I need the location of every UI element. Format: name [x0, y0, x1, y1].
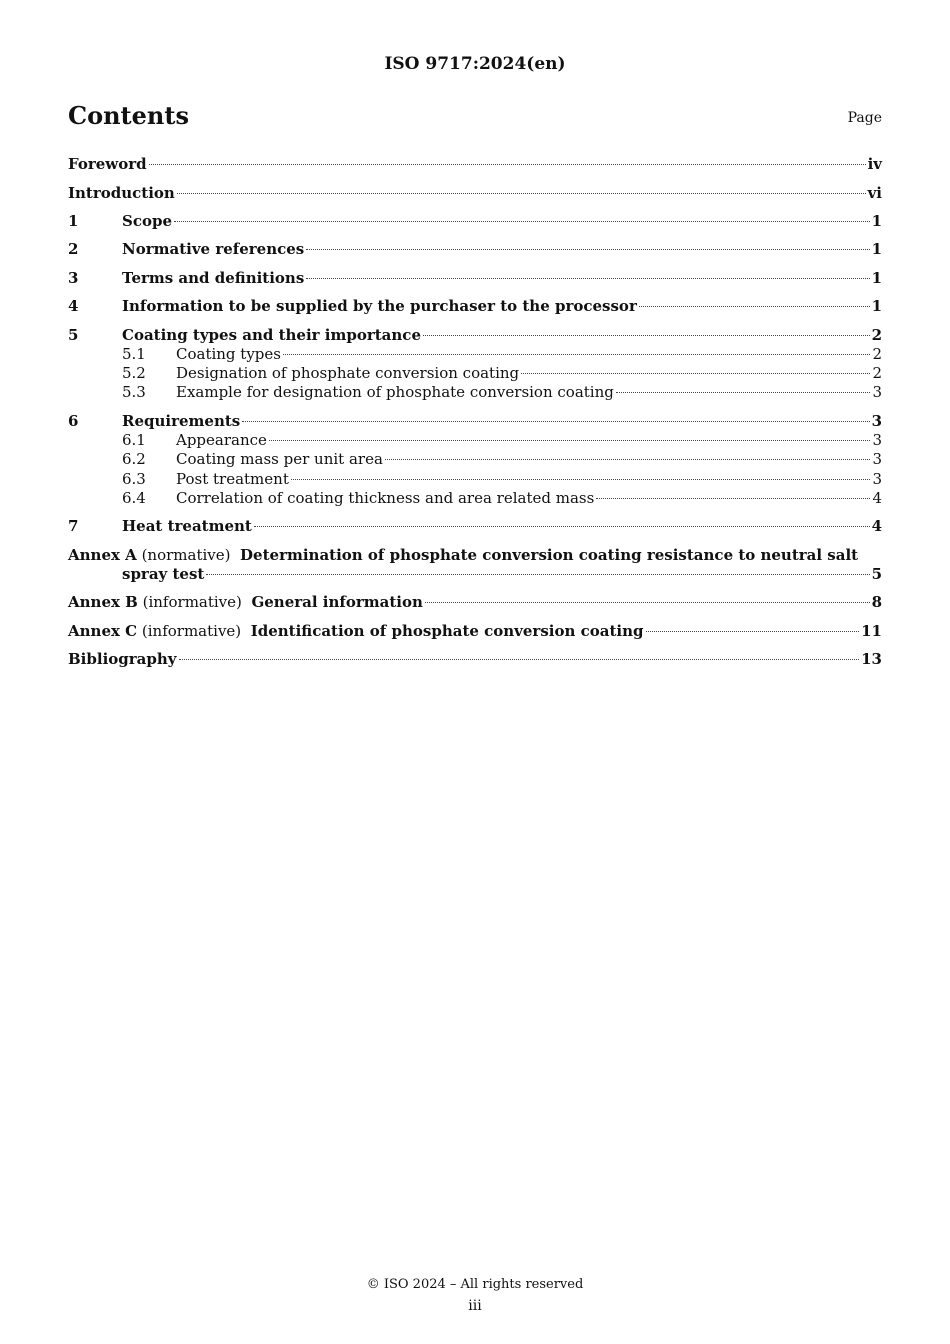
annex-title: General information: [251, 593, 423, 611]
toc-label: Coating types and their importance: [122, 326, 421, 344]
toc-entry-foreword[interactable]: [68, 155, 882, 174]
toc-label: Normative references: [122, 240, 305, 258]
dot-leader: [269, 440, 871, 441]
toc-entry-annex-a[interactable]: [122, 565, 882, 584]
toc-label: Coating types: [176, 345, 281, 363]
toc-label: Heat treatment: [122, 517, 252, 535]
toc-entry-5-3[interactable]: [122, 383, 882, 402]
annex-key: Annex A: [68, 546, 137, 564]
toc-number: 1: [68, 212, 79, 230]
toc-label: Coating mass per unit area: [176, 450, 383, 468]
toc-entry-6-3[interactable]: [122, 470, 882, 489]
toc-page: 3: [872, 431, 882, 449]
dot-leader: [646, 631, 860, 632]
dot-leader: [596, 498, 870, 499]
toc-page: 3: [872, 450, 882, 468]
annex-kind: (informative): [142, 593, 242, 611]
dot-leader: [149, 164, 866, 165]
toc-entry-5[interactable]: [68, 326, 882, 345]
toc-page: 2: [871, 326, 882, 344]
toc-number: 6.1: [122, 431, 146, 449]
toc-entry-annex-c[interactable]: [68, 622, 882, 641]
toc-number: 3: [68, 269, 79, 287]
toc-label: Foreword: [68, 155, 147, 173]
toc-entry-introduction[interactable]: [68, 184, 882, 203]
toc-label: Introduction: [68, 184, 175, 202]
toc-number: 7: [68, 517, 79, 535]
dot-leader: [425, 602, 870, 603]
annex-title: Identification of phosphate conversion coating: [250, 622, 644, 640]
toc-number: 6.3: [122, 470, 146, 488]
toc-entry-annex-b[interactable]: [68, 593, 882, 612]
toc-entry-7[interactable]: [68, 517, 882, 536]
dot-leader: [616, 392, 871, 393]
toc-label: Appearance: [176, 431, 267, 449]
toc-number: 6.2: [122, 450, 146, 468]
dot-leader: [521, 373, 870, 374]
dot-leader: [639, 306, 870, 307]
page-number: iii: [468, 1298, 482, 1314]
toc-entry-4[interactable]: [68, 297, 882, 316]
dot-leader: [423, 335, 870, 336]
annex-heading: [68, 593, 423, 612]
toc-entry-3[interactable]: [68, 269, 882, 288]
page-column-label: Page: [847, 110, 882, 126]
toc-page: iv: [867, 155, 882, 173]
toc-number: 2: [68, 240, 79, 258]
annex-kind: (normative): [141, 546, 231, 564]
toc-page: 3: [872, 383, 882, 401]
toc-label: Example for designation of phosphate conversion coating: [176, 383, 614, 401]
dot-leader: [291, 479, 871, 480]
toc-entry-5-2[interactable]: [122, 364, 882, 383]
toc-label: Terms and definitions: [122, 269, 305, 287]
toc-entry-1[interactable]: [68, 212, 882, 231]
toc-page: 1: [871, 240, 882, 258]
toc-label: Requirements: [122, 412, 241, 430]
toc-page: 2: [872, 364, 882, 382]
toc-label: Correlation of coating thickness and area related mass: [176, 489, 595, 507]
toc-entry-annex-a-heading[interactable]: [68, 546, 882, 565]
toc-page: 3: [871, 412, 882, 430]
dot-leader: [283, 354, 870, 355]
dot-leader: [254, 526, 870, 527]
annex-key: Annex B: [68, 593, 138, 611]
toc-page: vi: [867, 184, 882, 202]
annex-heading: [68, 622, 644, 641]
toc-entry-6-4[interactable]: [122, 489, 882, 508]
dot-leader: [242, 421, 869, 422]
document-id: ISO 9717:2024(en): [384, 54, 566, 74]
toc-page: 11: [861, 622, 882, 640]
toc-page: 1: [871, 269, 882, 287]
dot-leader: [306, 249, 869, 250]
toc-number: 5.1: [122, 345, 146, 363]
toc-page: 4: [871, 517, 882, 535]
toc-label: Post treatment: [176, 470, 289, 488]
toc-entry-5-1[interactable]: [122, 345, 882, 364]
toc-page: 5: [871, 565, 882, 583]
toc-page: 1: [871, 212, 882, 230]
toc-entry-6-2[interactable]: [122, 450, 882, 469]
toc-label: Bibliography: [68, 650, 177, 668]
toc-number: 5: [68, 326, 79, 344]
toc-entry-6[interactable]: [68, 412, 882, 431]
toc-number: 4: [68, 297, 79, 315]
toc-entry-6-1[interactable]: [122, 431, 882, 450]
toc-label: Designation of phosphate conversion coating: [176, 364, 520, 382]
dot-leader: [385, 459, 871, 460]
toc-entry-2[interactable]: [68, 240, 882, 259]
toc-page: 4: [872, 489, 882, 507]
toc-number: 5.2: [122, 364, 146, 382]
toc-entry-bibliography[interactable]: [68, 650, 882, 669]
dot-leader: [206, 574, 869, 575]
toc-page: 8: [871, 593, 882, 611]
toc-label: spray test: [122, 565, 205, 583]
dot-leader: [179, 659, 860, 660]
toc-page: 3: [872, 470, 882, 488]
annex-kind: (informative): [141, 622, 242, 640]
dot-leader: [306, 278, 869, 279]
toc-page: 2: [872, 345, 882, 363]
toc-number: 6.4: [122, 489, 146, 507]
dot-leader: [177, 193, 866, 194]
annex-key: Annex C: [68, 622, 138, 640]
annex-title: Determination of phosphate conversion coating resistance to neutral salt: [240, 546, 859, 564]
toc-number: 5.3: [122, 383, 146, 401]
toc-page: 1: [871, 297, 882, 315]
toc-page: 13: [861, 650, 882, 668]
copyright-notice: © ISO 2024 – All rights reserved: [366, 1277, 584, 1292]
toc-label: Information to be supplied by the purchaser to the processor: [122, 297, 637, 315]
toc-number: 6: [68, 412, 79, 430]
toc-label: Scope: [122, 212, 173, 230]
contents-heading: Contents: [68, 101, 189, 130]
dot-leader: [174, 221, 870, 222]
